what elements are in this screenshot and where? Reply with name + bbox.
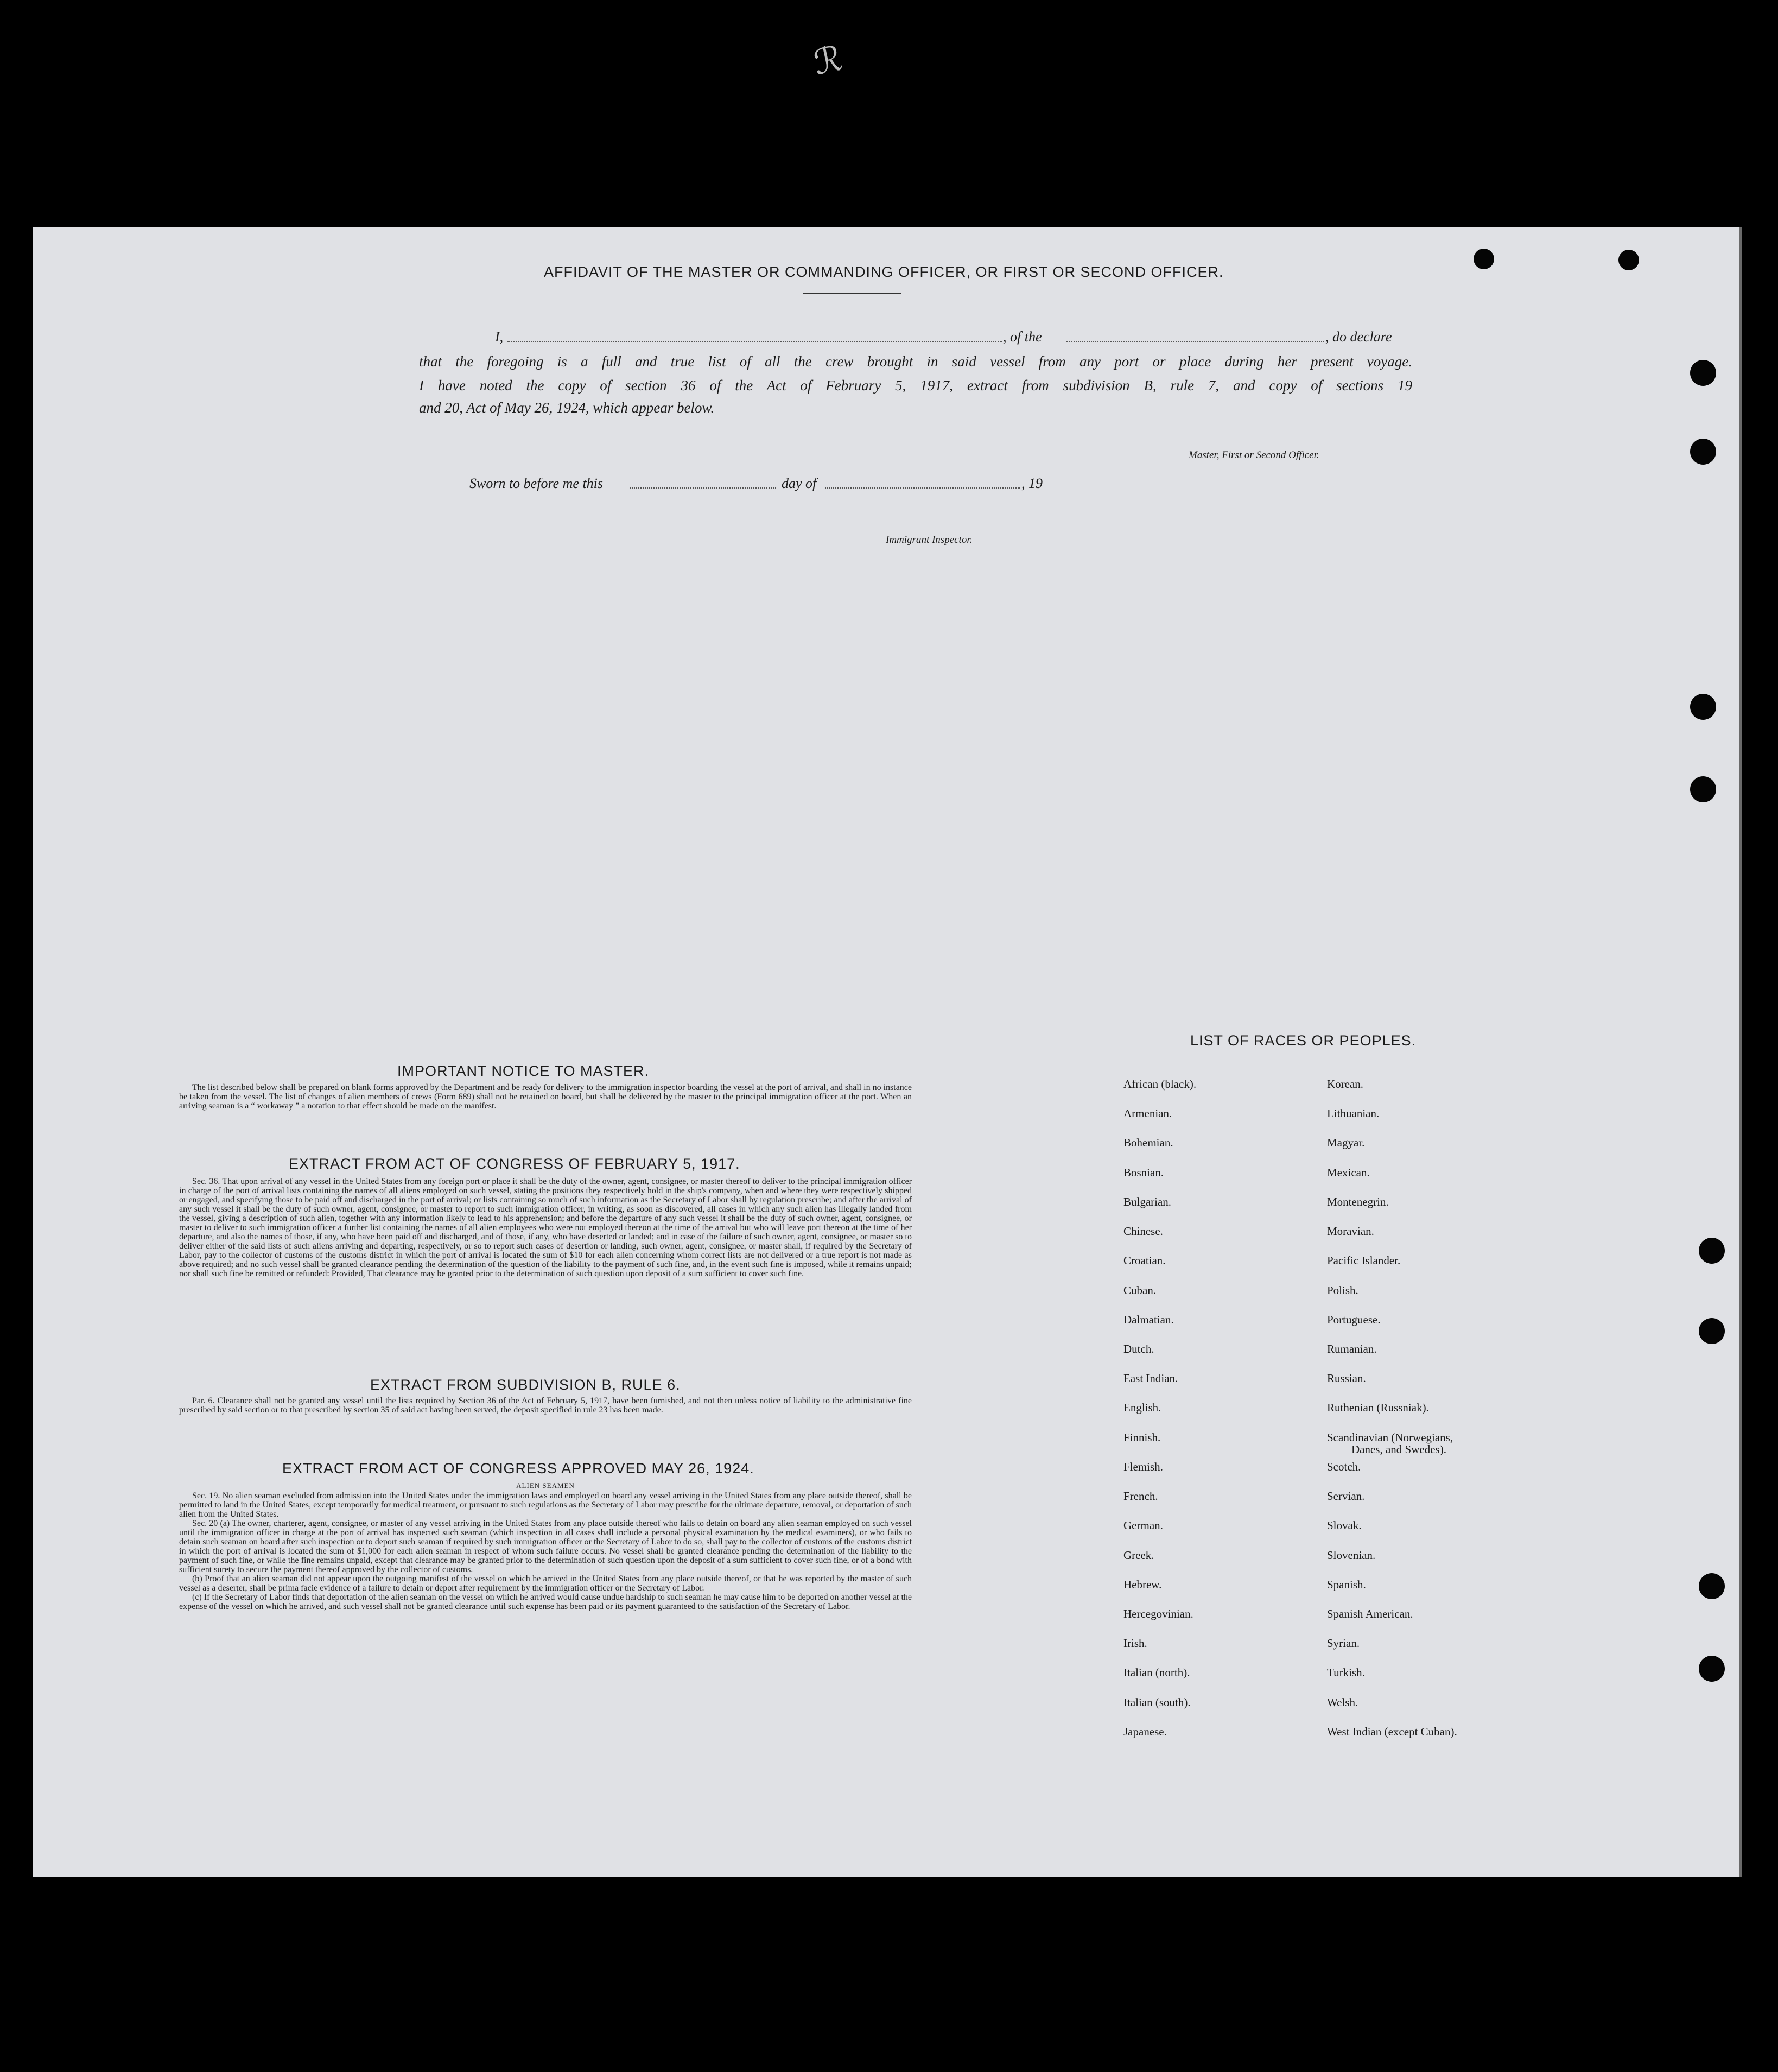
race-item: Mexican. [1327,1166,1370,1179]
year-label: , 19 [1021,476,1043,491]
race-item: Scandinavian (Norwegians, [1327,1431,1453,1444]
race-item: Welsh. [1327,1696,1358,1709]
race-item: Finnish. [1123,1431,1161,1444]
sworn-day-blank[interactable] [630,487,776,489]
punch-hole [1690,694,1716,720]
affidavit-line-3: and 20, Act of May 26, 1924, which appear below. [419,400,715,416]
race-item: Hebrew. [1123,1578,1162,1591]
master-signature-caption: Master, First or Second Officer. [1189,449,1319,461]
punch-hole [1699,1573,1725,1599]
vessel-label: , of the [1003,329,1042,345]
punch-hole [1474,249,1494,269]
race-item: Dalmatian. [1123,1313,1174,1326]
section-20c-text: (c) If the Secretary of Labor finds that deportation of the alien seaman on the vessel on which he arrived would cause undue hardship to such seaman he may cause him to be deported on another vessel at the expense of the vessel on which he arrived, and such vessel shall not be granted clearance until such expense has been paid or its payment guaranteed to the satisfaction of the Secretary of Labor. [179,1593,912,1611]
race-item: Slovenian. [1327,1549,1376,1562]
race-item: Italian (south). [1123,1696,1191,1709]
race-item: Cuban. [1123,1284,1157,1297]
race-item: Montenegrin. [1327,1195,1389,1208]
declare-label: , do declare [1325,329,1392,345]
race-item: French. [1123,1490,1158,1503]
race-item: Portuguese. [1327,1313,1381,1326]
paragraph-6-text: Par. 6. Clearance shall not be granted any vessel until the lists required by Section 36 of the Act of February 5, 1917, have been furnished, and not then unless notice of liability to the administrative fine prescribed by said section or to that prescribed by section 35 of said act having been served, the deposit specified in rule 23 has been made. [179,1396,912,1415]
section-20b-text: (b) Proof that an alien seaman did not appear upon the outgoing manifest of the vessel on which he arrived in the United States from any place outside thereof, or that he was reported by the master of such vessel as a deserter, shall be prima facie evidence of a failure to detain or deport after requirement by the immigration officer or the Secretary of Labor. [179,1574,912,1593]
race-item: Scotch. [1327,1460,1361,1473]
punch-hole [1690,439,1716,465]
notice-paragraph: The list described below shall be prepared on blank forms approved by the Department and be ready for delivery to the immigration inspector boarding the vessel at the port of arrival, and shall in no instance be taken from the vessel. The list of changes of alien members of crews (Form 689) shall not be retained on board, but shall be delivered by the master to the principal immigration officer at the port. When an arriving seaman is a “ workaway ” a notation to that effect should be made on the manifest. [179,1083,912,1111]
race-item: Italian (north). [1123,1666,1190,1679]
extract-1924-title: EXTRACT FROM ACT OF CONGRESS APPROVED MAY 26, 1924. [282,1460,754,1477]
race-item: Croatian. [1123,1254,1166,1267]
race-item: Japanese. [1123,1725,1167,1738]
race-item: Irish. [1123,1637,1147,1650]
section-20a-text: Sec. 20 (a) The owner, charterer, agent, consignee, or master of any vessel arriving in the United States from any place outside thereof who fails to detain on board any alien seaman employed on such vessel until the immigration officer in charge at the port of arrival has inspected such seaman (which inspection in all cases shall include a personal physical examination by the medical examiners), or who fails to detain such seaman on board after such inspection or to deport such seaman if required by such immigration officer or the Secretary of Labor to do so, shall pay to the collector of customs of the customs district in which the port of arrival is located the sum of $1,000 for each alien seaman in respect of whom such failure occurs. No vessel shall be granted clearance pending the determination of the liability to the payment of such fine, or while the fine remains unpaid, except that clearance may be granted prior to the determination of such question upon the deposit of a sum sufficient to cover such fine, or of a bond with sufficient surety to secure the payment thereof approved by the collector of customs. [179,1519,912,1574]
race-item: Hercegovinian. [1123,1607,1193,1620]
race-item: Servian. [1327,1490,1365,1503]
race-item: Moravian. [1327,1225,1374,1238]
punch-hole [1618,250,1639,270]
race-item: Turkish. [1327,1666,1365,1679]
extract-1924-body [179,1480,912,1611]
affiant-label: I, [495,329,504,345]
race-item: German. [1123,1519,1163,1532]
race-item: East Indian. [1123,1372,1178,1385]
section-36-text: Sec. 36. That upon arrival of any vessel in the United States from any foreign port or place it shall be the duty of the owner, agent, consignee, or master thereof to deliver to the principal immigration officer in charge of the port of arrival lists containing the names of all aliens employed on such vessel, stating the positions they respectively hold in the ship's company, when and where they were respectively shipped or engaged, and specifying those to be paid off and discharged in the port of arrival; or lists containing so much of such information as the Secretary of Labor shall by regulation prescribe; and after the arrival of any such vessel it shall be the duty of such owner, agent, consignee, or master to report to such immigration officer, in writing, as soon as discovered, all cases in which any such alien has illegally landed from the vessel, giving a description of such alien, together with any information likely to lead to his apprehension; and before the departure of any such vessel it shall be the duty of such owner, agent, consignee, or master to deliver to such immigration officer a further list containing the names of all alien employees who were not employed thereon at the time of the arrival but who will leave port thereon at the time of her departure, and also the names of those, if any, who have been paid off and discharged, and of those, if any, who have deserted or landed; and in case of the failure of such owner, agent, consignee, or master so to deliver either of the said lists of such aliens arriving and departing, respectively, or so to report such cases of desertion or landing, such owner, agent, consignee, or master shall, if required by the Secretary of Labor, pay to the collector of customs of the customs district in which the port of arrival is located the sum of $10 for each alien concerning whom correct lists are not delivered or a true report is not made as above required; and no such vessel shall be granted clearance pending the determination of the question of the liability to the payment of such fine, and, in the event such fine is imposed, while it remains unpaid; nor shall such fine be remitted or refunded: Provided, That clearance may be granted prior to the determination of such question upon deposit of a sum sufficient to cover such fine. [179,1177,912,1278]
sworn-label: Sworn to before me this [469,476,604,491]
title-rule [803,293,901,294]
race-item: Magyar. [1327,1136,1365,1149]
extract-1917-title: EXTRACT FROM ACT OF CONGRESS OF FEBRUARY 5, 1917. [289,1156,740,1172]
race-item: Syrian. [1327,1637,1360,1650]
race-item: African (black). [1123,1078,1197,1091]
punch-hole [1699,1238,1725,1264]
race-item: Bulgarian. [1123,1195,1172,1208]
day-of-label: day of [782,476,817,491]
punch-hole [1690,360,1716,386]
sworn-month-blank[interactable] [825,487,1020,489]
alien-seamen-heading: ALIEN SEAMEN [516,1481,575,1490]
race-item: Spanish. [1327,1578,1366,1591]
race-item: Rumanian. [1327,1342,1377,1355]
notice-body [179,1083,912,1111]
vessel-blank[interactable] [1066,341,1324,342]
race-item: Lithuanian. [1327,1107,1380,1120]
archive-mark: ℛ [810,38,846,84]
race-item: Slovak. [1327,1519,1362,1532]
race-item: Pacific Islander. [1327,1254,1401,1267]
race-item-continued: Danes, and Swedes). [1351,1443,1446,1456]
rule-6-body [179,1396,912,1415]
race-item: Dutch. [1123,1342,1154,1355]
notice-title: IMPORTANT NOTICE TO MASTER. [397,1063,650,1079]
punch-hole [1699,1318,1725,1344]
race-item: Chinese. [1123,1225,1163,1238]
race-item: English. [1123,1401,1161,1414]
race-item: Russian. [1327,1372,1366,1385]
affidavit-line-2: I have noted the copy of section 36 of the Act of February 5, 1917, extract from subdivision B, rule 7, and copy of sections 19 [419,377,1412,394]
name-blank[interactable] [507,341,1002,342]
race-item: Ruthenian (Russniak). [1327,1401,1429,1414]
affidavit-title: AFFIDAVIT OF THE MASTER OR COMMANDING OFFICER, OR FIRST OR SECOND OFFICER. [544,264,1224,280]
races-title: LIST OF RACES OR PEOPLES. [1190,1032,1417,1049]
race-item: Bosnian. [1123,1166,1164,1179]
punch-hole [1690,776,1716,802]
punch-hole [1699,1656,1725,1682]
race-item: Korean. [1327,1078,1364,1091]
race-item: Flemish. [1123,1460,1163,1473]
manifest-page [33,227,1742,1877]
extract-1917-body [179,1177,912,1354]
affidavit-line-1: that the foregoing is a full and true list of all the crew brought in said vessel from any port or place during her present voyage. [419,353,1412,370]
race-item: Armenian. [1123,1107,1172,1120]
race-item: Polish. [1327,1284,1358,1297]
race-item: Spanish American. [1327,1607,1413,1620]
rule-6-title: EXTRACT FROM SUBDIVISION B, RULE 6. [370,1377,681,1393]
section-19-text: Sec. 19. No alien seaman excluded from admission into the United States under the immigration laws and employed on board any vessel arriving in the United States from any place outside thereof, shall be permitted to land in the United States, except temporarily for medical treatment, or pursuant to such regulations as the Secretary of Labor may prescribe for the ultimate departure, removal, or deportation of such alien from the United States. [179,1491,912,1519]
race-item: West Indian (except Cuban). [1327,1725,1457,1738]
race-item: Greek. [1123,1549,1154,1562]
inspector-caption: Immigrant Inspector. [886,534,973,546]
race-item: Bohemian. [1123,1136,1173,1149]
